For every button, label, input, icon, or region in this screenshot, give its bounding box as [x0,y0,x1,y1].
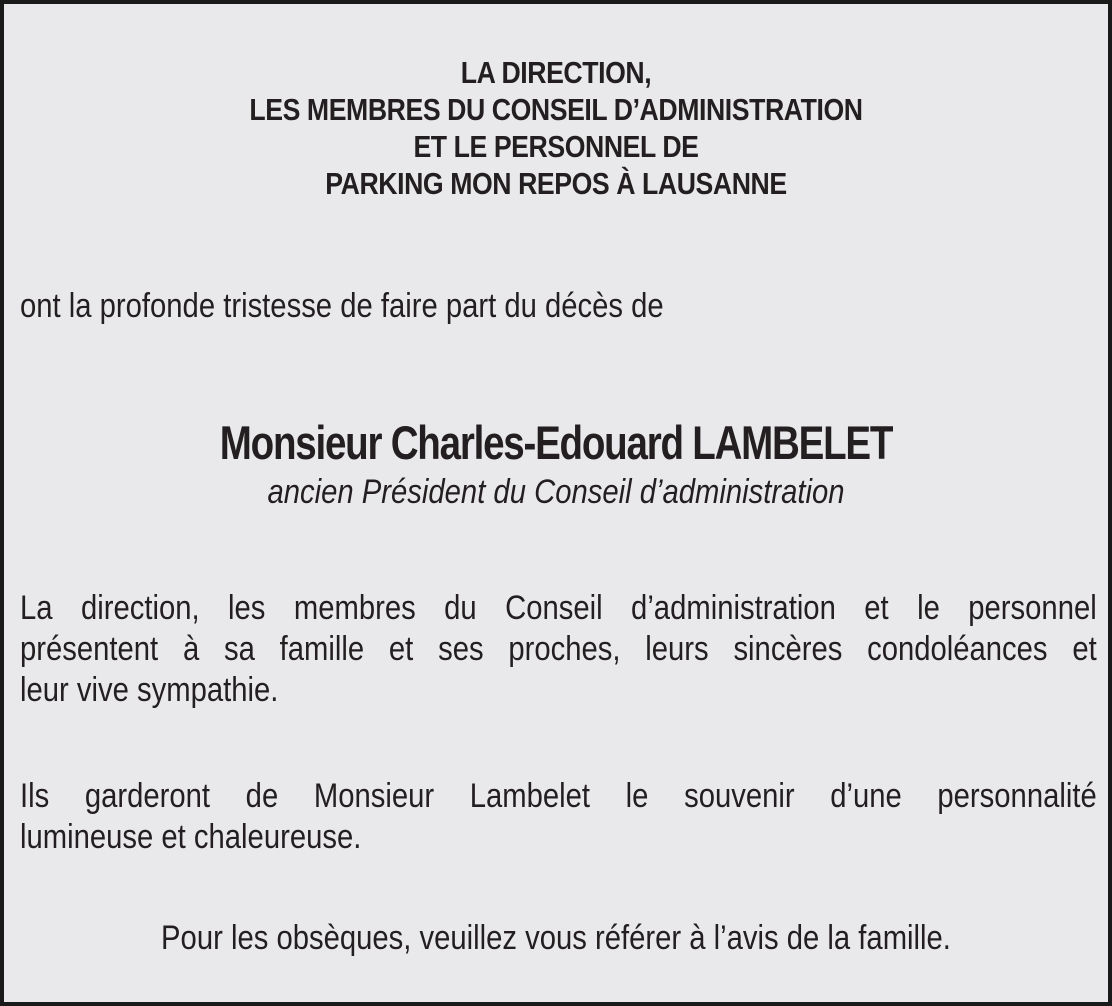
paragraph-line: lumineuse et chaleureuse. [20,818,362,856]
deceased-title: ancien Président du Conseil d’administration [267,473,845,511]
header-line: LA DIRECTION, [460,55,652,90]
remembrance-paragraph [20,776,1097,858]
paragraph-line: Ils garderont de Monsieur Lambelet le souvenir d’une personnalité [20,777,1097,815]
notice-header [81,54,1030,202]
header-line: LES MEMBRES DU CONSEIL D’ADMINISTRATION [249,92,863,127]
header-line: PARKING MON REPOS À LAUSANNE [325,166,787,201]
condolence-paragraph [20,588,1097,711]
funeral-notice: Pour les obsèques, veuillez vous référer à l’avis de la famille. [161,919,951,957]
paragraph-line: La direction, les membres du Conseil d’administration et le personnel [20,589,1097,627]
paragraph-line: leur vive sympathie. [20,671,279,709]
paragraph-line: présentent à sa famille et ses proches, leurs sincères condoléances et [20,630,1097,668]
deceased-name: Monsieur Charles-Edouard LAMBELET [219,416,893,469]
intro-text: ont la profonde tristesse de faire part du décès de [20,287,664,325]
header-line: ET LE PERSONNEL DE [413,129,699,164]
